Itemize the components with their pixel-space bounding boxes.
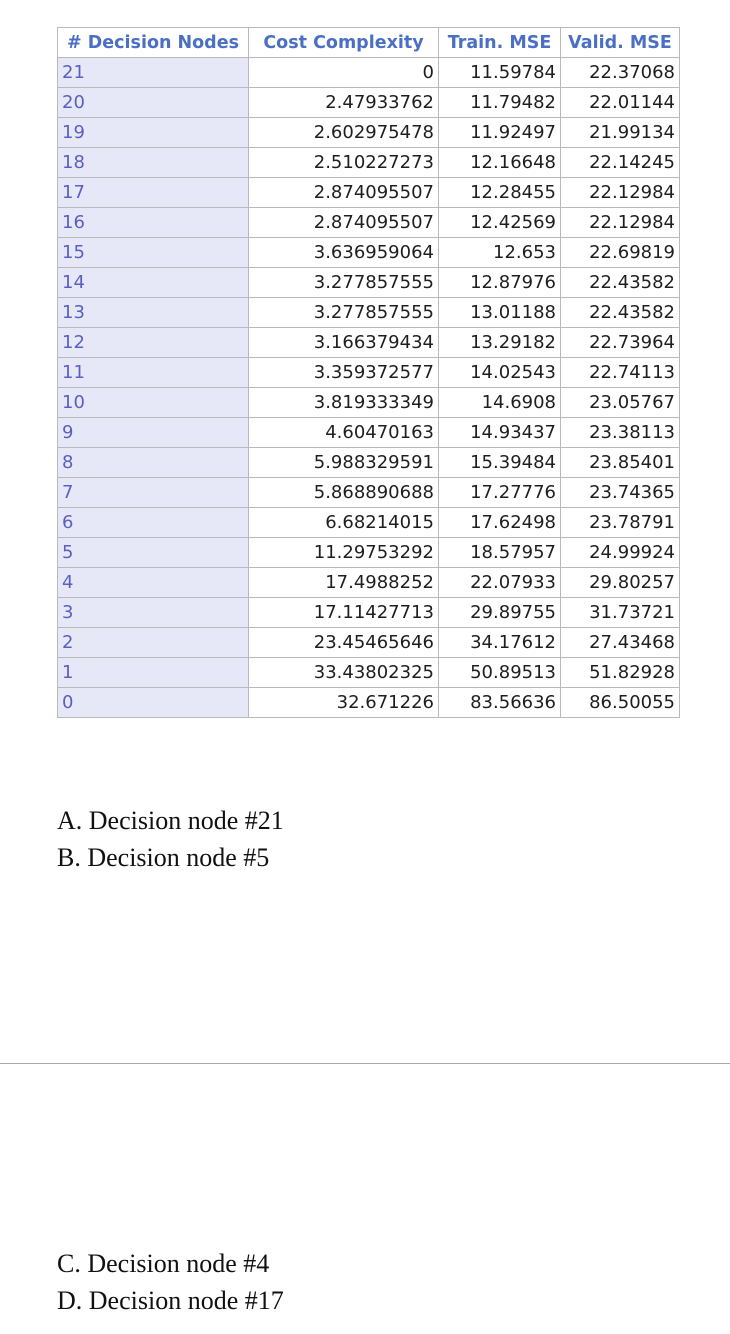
cell-decision-nodes: 21	[58, 58, 249, 88]
cell-decision-nodes: 8	[58, 448, 249, 478]
cell-valid-mse: 22.37068	[561, 58, 680, 88]
cell-train-mse: 14.93437	[439, 418, 561, 448]
cell-cost-complexity: 3.166379434	[249, 328, 439, 358]
table-row	[58, 88, 680, 118]
header-decision-nodes: # Decision Nodes	[58, 28, 249, 58]
cell-cost-complexity: 0	[249, 58, 439, 88]
table-row	[58, 448, 680, 478]
decision-tree-pruning-table	[57, 27, 680, 718]
cell-train-mse: 12.16648	[439, 148, 561, 178]
table-row	[58, 298, 680, 328]
cell-train-mse: 13.01188	[439, 298, 561, 328]
cell-decision-nodes: 14	[58, 268, 249, 298]
table-row	[58, 208, 680, 238]
cell-valid-mse: 22.73964	[561, 328, 680, 358]
cell-cost-complexity: 2.874095507	[249, 178, 439, 208]
cell-decision-nodes: 7	[58, 478, 249, 508]
cell-decision-nodes: 11	[58, 358, 249, 388]
cell-decision-nodes: 20	[58, 88, 249, 118]
table-row	[58, 598, 680, 628]
table-body	[58, 58, 680, 718]
table-row	[58, 418, 680, 448]
cell-train-mse: 12.42569	[439, 208, 561, 238]
cell-train-mse: 50.89513	[439, 658, 561, 688]
cell-cost-complexity: 32.671226	[249, 688, 439, 718]
cell-cost-complexity: 2.874095507	[249, 208, 439, 238]
table-row	[58, 688, 680, 718]
cell-decision-nodes: 9	[58, 418, 249, 448]
cell-valid-mse: 86.50055	[561, 688, 680, 718]
cell-train-mse: 83.56636	[439, 688, 561, 718]
cell-decision-nodes: 15	[58, 238, 249, 268]
cell-train-mse: 34.17612	[439, 628, 561, 658]
cell-valid-mse: 22.12984	[561, 178, 680, 208]
cell-decision-nodes: 13	[58, 298, 249, 328]
cell-train-mse: 12.87976	[439, 268, 561, 298]
cell-valid-mse: 24.99924	[561, 538, 680, 568]
table-row	[58, 238, 680, 268]
cell-train-mse: 13.29182	[439, 328, 561, 358]
cell-decision-nodes: 5	[58, 538, 249, 568]
cell-valid-mse: 22.74113	[561, 358, 680, 388]
table-row	[58, 628, 680, 658]
header-train-mse: Train. MSE	[439, 28, 561, 58]
table-row	[58, 508, 680, 538]
table-row	[58, 118, 680, 148]
cell-cost-complexity: 3.636959064	[249, 238, 439, 268]
cell-cost-complexity: 6.68214015	[249, 508, 439, 538]
table-row	[58, 538, 680, 568]
cell-train-mse: 18.57957	[439, 538, 561, 568]
cell-cost-complexity: 5.988329591	[249, 448, 439, 478]
cell-decision-nodes: 10	[58, 388, 249, 418]
cell-valid-mse: 22.43582	[561, 268, 680, 298]
cell-valid-mse: 22.69819	[561, 238, 680, 268]
cell-decision-nodes: 4	[58, 568, 249, 598]
option-c[interactable]: C. Decision node #4	[57, 1249, 270, 1278]
table-row	[58, 178, 680, 208]
option-a[interactable]: A. Decision node #21	[57, 806, 284, 835]
cell-valid-mse: 27.43468	[561, 628, 680, 658]
cell-valid-mse: 23.78791	[561, 508, 680, 538]
cell-valid-mse: 22.43582	[561, 298, 680, 328]
table-row	[58, 358, 680, 388]
cell-valid-mse: 23.74365	[561, 478, 680, 508]
table-row	[58, 148, 680, 178]
table-row	[58, 58, 680, 88]
table-row	[58, 478, 680, 508]
cell-valid-mse: 22.01144	[561, 88, 680, 118]
cell-train-mse: 11.92497	[439, 118, 561, 148]
section-divider	[0, 1063, 730, 1064]
cell-decision-nodes: 17	[58, 178, 249, 208]
table-row	[58, 568, 680, 598]
cell-cost-complexity: 2.47933762	[249, 88, 439, 118]
cell-cost-complexity: 2.510227273	[249, 148, 439, 178]
cell-decision-nodes: 18	[58, 148, 249, 178]
cell-decision-nodes: 2	[58, 628, 249, 658]
cell-valid-mse: 23.38113	[561, 418, 680, 448]
cell-train-mse: 15.39484	[439, 448, 561, 478]
cell-valid-mse: 23.85401	[561, 448, 680, 478]
cell-cost-complexity: 17.4988252	[249, 568, 439, 598]
cell-valid-mse: 51.82928	[561, 658, 680, 688]
table-row	[58, 328, 680, 358]
cell-decision-nodes: 6	[58, 508, 249, 538]
cell-decision-nodes: 16	[58, 208, 249, 238]
cell-cost-complexity: 3.359372577	[249, 358, 439, 388]
cell-cost-complexity: 11.29753292	[249, 538, 439, 568]
table-row	[58, 658, 680, 688]
table-row	[58, 388, 680, 418]
cell-train-mse: 12.653	[439, 238, 561, 268]
cell-valid-mse: 22.12984	[561, 208, 680, 238]
cell-valid-mse: 31.73721	[561, 598, 680, 628]
cell-cost-complexity: 5.868890688	[249, 478, 439, 508]
option-b[interactable]: B. Decision node #5	[57, 843, 270, 872]
header-valid-mse: Valid. MSE	[561, 28, 680, 58]
cell-cost-complexity: 2.602975478	[249, 118, 439, 148]
cell-train-mse: 22.07933	[439, 568, 561, 598]
table-row	[58, 268, 680, 298]
cell-train-mse: 17.62498	[439, 508, 561, 538]
cell-valid-mse: 23.05767	[561, 388, 680, 418]
cell-train-mse: 11.79482	[439, 88, 561, 118]
cell-valid-mse: 29.80257	[561, 568, 680, 598]
cell-decision-nodes: 19	[58, 118, 249, 148]
cell-train-mse: 12.28455	[439, 178, 561, 208]
cell-decision-nodes: 0	[58, 688, 249, 718]
cell-valid-mse: 21.99134	[561, 118, 680, 148]
cell-cost-complexity: 17.11427713	[249, 598, 439, 628]
cell-decision-nodes: 1	[58, 658, 249, 688]
cell-cost-complexity: 3.277857555	[249, 298, 439, 328]
cell-decision-nodes: 3	[58, 598, 249, 628]
cell-cost-complexity: 33.43802325	[249, 658, 439, 688]
cell-train-mse: 14.02543	[439, 358, 561, 388]
cell-cost-complexity: 4.60470163	[249, 418, 439, 448]
option-d[interactable]: D. Decision node #17	[57, 1286, 284, 1315]
cell-train-mse: 11.59784	[439, 58, 561, 88]
cell-decision-nodes: 12	[58, 328, 249, 358]
cell-train-mse: 14.6908	[439, 388, 561, 418]
cell-cost-complexity: 3.819333349	[249, 388, 439, 418]
table-header-row	[58, 28, 680, 58]
header-cost-complexity: Cost Complexity	[249, 28, 439, 58]
cell-train-mse: 29.89755	[439, 598, 561, 628]
cell-cost-complexity: 23.45465646	[249, 628, 439, 658]
cell-cost-complexity: 3.277857555	[249, 268, 439, 298]
cell-valid-mse: 22.14245	[561, 148, 680, 178]
cell-train-mse: 17.27776	[439, 478, 561, 508]
